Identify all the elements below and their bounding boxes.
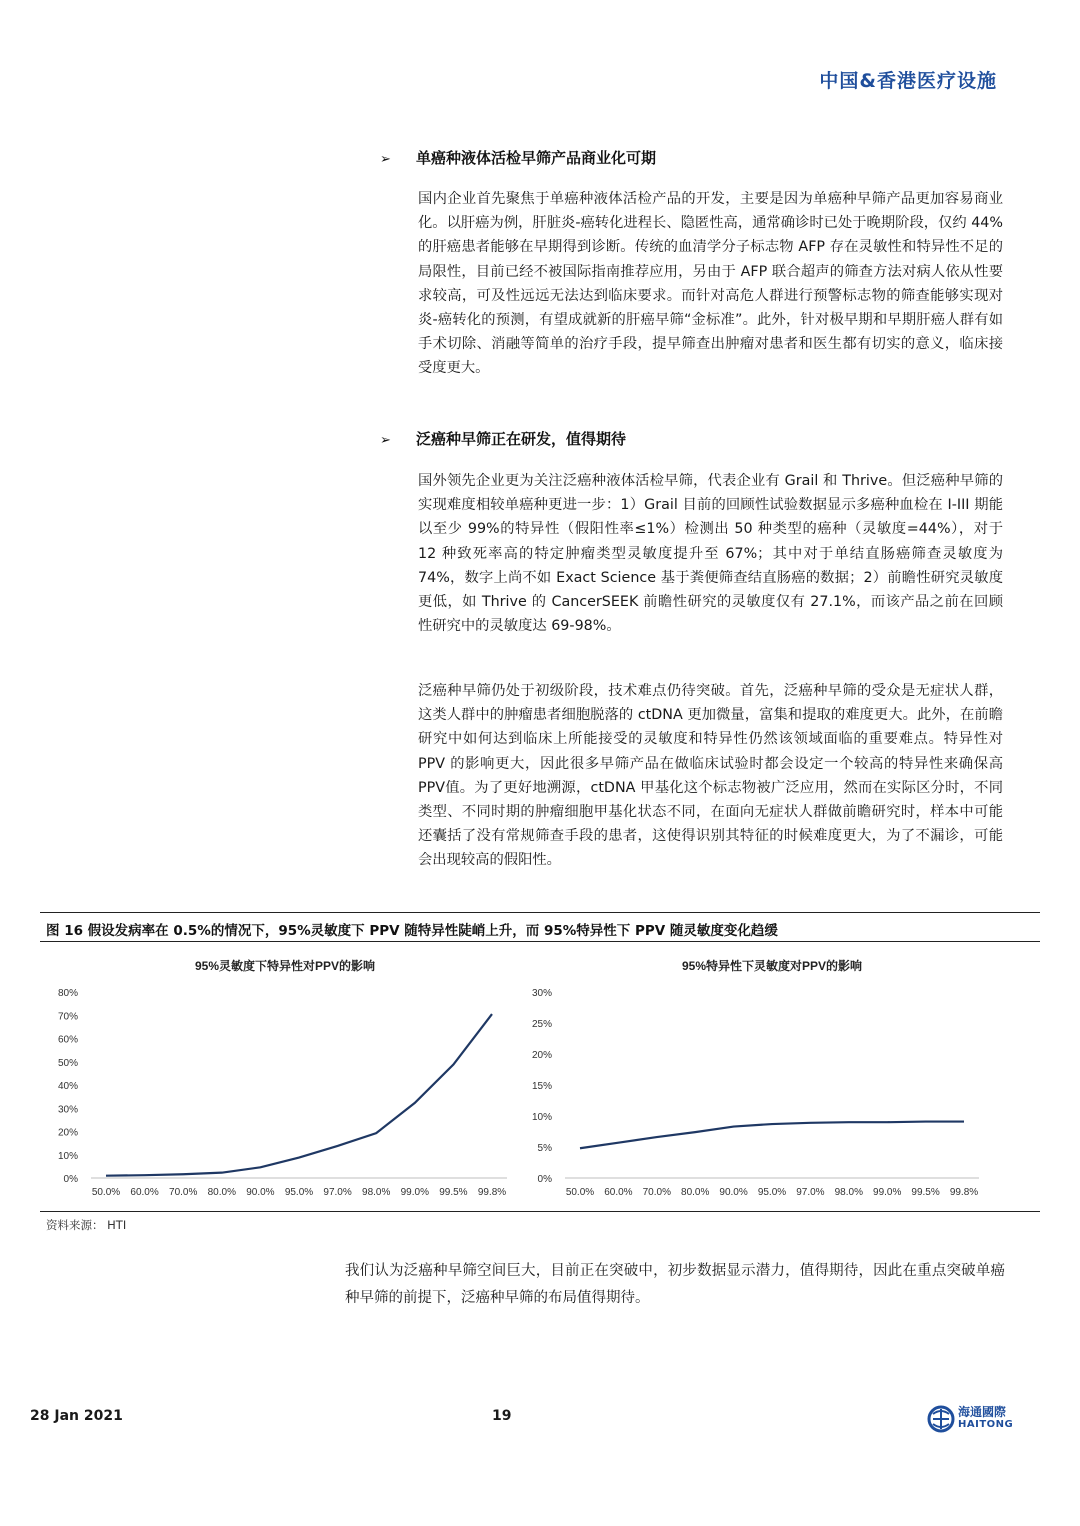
y-tick-label: 80% (57, 988, 78, 999)
y-tick-label: 30% (531, 988, 552, 999)
y-tick-label: 40% (57, 1081, 78, 1092)
chart-sensitivity-ppv (515, 950, 1005, 1210)
y-tick-label: 0% (63, 1174, 78, 1185)
x-tick-label: 50.0% (91, 1187, 121, 1198)
y-tick-label: 5% (537, 1143, 552, 1154)
x-tick-label: 99.8% (949, 1187, 979, 1198)
y-tick-label: 20% (57, 1127, 78, 1139)
x-tick-label: 99.8% (477, 1187, 507, 1198)
section-heading-1 (380, 147, 656, 168)
chart-specificity-ppv (40, 950, 520, 1210)
section-heading-1-text: 单癌种液体活检早筛产品商业化可期 (416, 149, 657, 167)
figure-top-rule (40, 912, 1040, 913)
section-2-paragraph-1: 国外领先企业更为关注泛癌种液体活检早筛，代表企业有 Grail 和 Thrive。但泛癌种早筛的实现难度相较单癌种更进一步：1）Grail 目前的回顾性试验数据显示多癌种血检在 I-III 期能以至少 99%的特异性（假阳性率≤1%）检测出 50 种类型的癌种（灵敏度=44%），对于 12 种致死率高的特定肿瘤类型灵敏度提升至 67%；其中对于单结直肠癌筛查灵敏度为 74%，数字上尚不如 Exact Science 基于粪便筛查结直肠癌的数据；2）前瞻性研究灵敏度更低，如 Thrive 的 CancerSEEK 前瞻性研究的灵敏度仅有 27.1%，而该产品之前在回顾性研究中的灵敏度达 69-98%。 (418, 473, 1003, 635)
y-tick-label: 60% (57, 1034, 78, 1046)
y-tick-label: 0% (537, 1174, 552, 1185)
y-tick-label: 15% (531, 1081, 552, 1092)
x-tick-label: 90.0% (246, 1187, 275, 1198)
x-tick-label: 99.5% (439, 1187, 468, 1198)
x-tick-label: 97.0% (323, 1187, 352, 1198)
y-tick-label: 50% (57, 1057, 78, 1069)
figure-source: 资料来源： HTI (46, 1218, 127, 1232)
footer-date: 28 Jan 2021 (30, 1408, 123, 1424)
x-tick-label: 97.0% (796, 1187, 825, 1198)
section-1-paragraph: 国内企业首先聚焦于单癌种液体活检产品的开发，主要是因为单癌种早筛产品更加容易商业化。以肝癌为例，肝脏炎-癌转化进程长、隐匿性高，通常确诊时已处于晚期阶段，仅约 44%的肝癌患者能够在早期得到诊断。传统的血清学分子标志物 AFP 存在灵敏性和特异性不足的局限性，目前已经不被国际指南推荐应用，另由于 AFP 联合超声的筛查方法对病人依从性要求较高，可及性远远无法达到临床要求。而针对高危人群进行预警标志物的筛查能够实现对炎-癌转化的预测，有望成就新的肝癌早筛“金标准”。此外，针对极早期和早期肝癌人群有如手术切除、消融等简单的治疗手段，提早筛查出肿瘤对患者和医生都有切实的意义，临床接受度更大。 (418, 191, 1003, 377)
arrow-bullet-icon: ➢ (380, 152, 391, 167)
logo-text-cn: 海通國際 (958, 1405, 1007, 1419)
x-tick-label: 50.0% (565, 1187, 595, 1198)
figure-title-rule (40, 941, 1040, 942)
x-tick-label: 70.0% (169, 1187, 198, 1198)
y-tick-label: 10% (57, 1150, 78, 1162)
x-tick-label: 60.0% (130, 1187, 159, 1198)
x-tick-label: 70.0% (642, 1187, 671, 1198)
x-tick-label: 99.0% (873, 1187, 902, 1198)
y-tick-label: 30% (57, 1104, 78, 1116)
page-number: 19 (492, 1408, 512, 1424)
report-header-title: 中国&香港医疗设施 (819, 70, 997, 92)
x-tick-label: 80.0% (681, 1187, 710, 1198)
figure-bottom-rule (40, 1211, 1040, 1212)
chart-title: 95%特异性下灵敏度对PPV的影响 (681, 959, 863, 973)
x-tick-label: 98.0% (834, 1187, 863, 1198)
y-tick-label: 10% (531, 1112, 552, 1123)
logo-text-en: HAITONG (958, 1419, 1014, 1430)
conclusion-paragraph: 我们认为泛癌种早筛空间巨大，目前正在突破中，初步数据显示潜力，值得期待，因此在重点突破单癌种早筛的前提下，泛癌种早筛的布局值得期待。 (345, 1263, 1005, 1306)
section-heading-2 (380, 428, 626, 449)
x-tick-label: 99.0% (400, 1187, 429, 1198)
x-tick-label: 90.0% (719, 1187, 748, 1198)
x-tick-label: 95.0% (757, 1187, 787, 1198)
y-tick-label: 25% (531, 1019, 552, 1030)
chart-title: 95%灵敏度下特异性对PPV的影响 (194, 959, 376, 973)
section-heading-2-text: 泛癌种早筛正在研发，值得期待 (416, 430, 627, 448)
x-tick-label: 98.0% (362, 1187, 391, 1198)
y-tick-label: 20% (531, 1050, 552, 1061)
series-line (106, 1014, 492, 1176)
x-tick-label: 60.0% (604, 1187, 633, 1198)
arrow-bullet-icon: ➢ (380, 433, 391, 448)
section-2-paragraph-2: 泛癌种早筛仍处于初级阶段，技术难点仍待突破。首先，泛癌种早筛的受众是无症状人群，这类人群中的肿瘤患者细胞脱落的 ctDNA 更加微量，富集和提取的难度更大。此外，在前瞻研究中如何达到临床上所能接受的灵敏度和特异性仍然该领域面临的重要难点。特异性对 PPV 的影响更大，因此很多早筛产品在做临床试验时都会设定一个较高的特异性来确保高 PPV值。为了更好地溯源，ctDNA 甲基化这个标志物被广泛应用，然而在实际区分时，不同类型、不同时期的肿瘤细胞甲基化状态不同，在面向无症状人群做前瞻研究时，样本中可能还囊括了没有常规筛查手段的患者，这使得识别其特征的时候难度更大，为了不漏诊，可能会出现较高的假阳性。 (418, 683, 1003, 869)
x-tick-label: 80.0% (207, 1187, 236, 1198)
x-tick-label: 99.5% (911, 1187, 940, 1198)
x-tick-label: 95.0% (284, 1187, 314, 1198)
y-tick-label: 70% (57, 1011, 78, 1023)
series-line (580, 1122, 964, 1149)
figure-title: 图 16 假设发病率在 0.5%的情况下，95%灵敏度下 PPV 随特异性陡峭上升，而 95%特异性下 PPV 随灵敏度变化趋缓 (46, 923, 778, 939)
